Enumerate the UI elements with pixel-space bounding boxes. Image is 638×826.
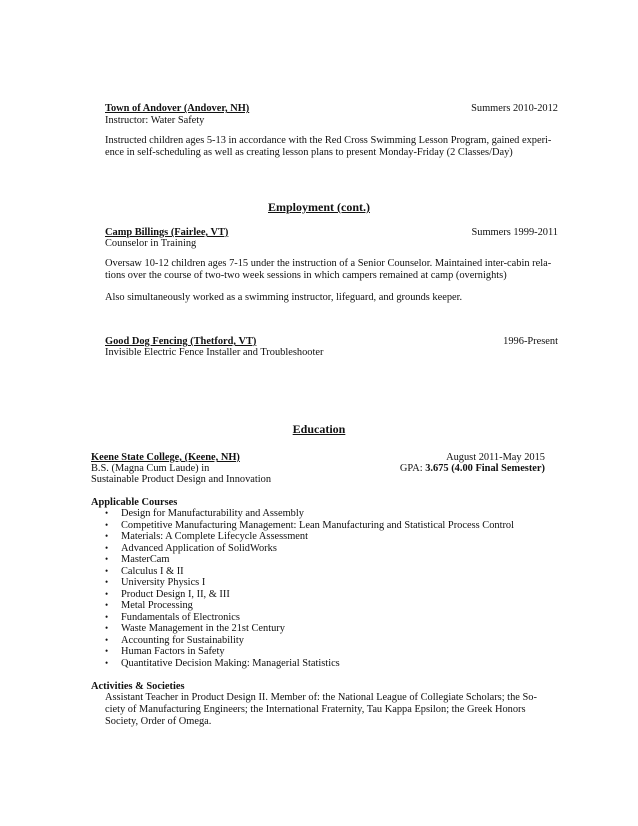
- bullet-icon: •: [105, 542, 109, 553]
- course-item: [105, 520, 514, 532]
- bullet-icon: •: [105, 565, 109, 576]
- course-item: [105, 543, 514, 555]
- activities-line1: Assistant Teacher in Product Design II. Member of: the National League of Collegiate Scholars; the So-: [105, 692, 537, 703]
- course-label: Metal Processing: [121, 600, 193, 611]
- bullet-icon: •: [105, 531, 109, 541]
- activities-description: [105, 692, 565, 729]
- course-label: Human Factors in Safety: [121, 646, 225, 657]
- bullet-icon: •: [105, 634, 109, 645]
- course-item: [105, 600, 514, 612]
- activities-line3: Society, Order of Omega.: [105, 716, 212, 728]
- school-name: Keene State College, (Keene, NH): [91, 452, 240, 463]
- course-item: [105, 508, 514, 520]
- course-label: MasterCam: [121, 554, 170, 565]
- course-item: [105, 612, 514, 624]
- activities-heading: Activities & Societies: [91, 681, 185, 692]
- job3-role: Invisible Electric Fence Installer and Troubleshooter: [105, 347, 324, 358]
- course-label: Waste Management in the 21st Century: [121, 623, 285, 634]
- bullet-icon: •: [105, 508, 109, 518]
- course-item: [105, 646, 514, 658]
- employment-heading: Employment (cont.): [268, 200, 370, 214]
- course-label: University Physics I: [121, 577, 206, 588]
- bullet-icon: •: [105, 611, 109, 622]
- degree-line1: B.S. (Magna Cum Laude) in: [91, 463, 210, 474]
- activities-line2: ciety of Manufacturing Engineers; the International Fraternity, Tau Kappa Epsilon; the Greek Honors: [105, 704, 526, 716]
- course-label: Design for Manufacturability and Assembly: [121, 508, 304, 519]
- education-heading: Education: [292, 422, 346, 436]
- job1-role: Instructor: Water Safety: [105, 115, 205, 126]
- course-label: Quantitative Decision Making: Managerial Statistics: [121, 657, 340, 669]
- job2-description-extra: Also simultaneously worked as a swimming instructor, lifeguard, and grounds keeper.: [105, 292, 463, 303]
- course-item: [105, 635, 514, 647]
- job3-organization: Good Dog Fencing (Thetford, VT): [105, 336, 257, 347]
- bullet-icon: •: [105, 577, 109, 587]
- education-dates: August 2011-May 2015: [446, 452, 545, 463]
- course-label: Product Design I, II, & III: [121, 588, 230, 600]
- bullet-icon: •: [105, 519, 109, 530]
- course-label: Materials: A Complete Lifecycle Assessment: [121, 531, 308, 542]
- courses-heading: Applicable Courses: [91, 497, 178, 508]
- job2-description-line1: Oversaw 10-12 children ages 7-15 under the instruction of a Senior Counselor. Maintained inter-cabin rela-: [105, 258, 552, 269]
- course-item: [105, 566, 514, 578]
- bullet-icon: •: [105, 600, 109, 610]
- job1-description-line1: Instructed children ages 5-13 in accordance with the Red Cross Swimming Lesson Program, gained experi-: [105, 135, 552, 146]
- job2-description-line2: tions over the course of two-two week sessions in which campers remained at camp (overnights): [105, 270, 507, 282]
- course-item: [105, 658, 514, 670]
- job2-description: [105, 258, 565, 282]
- bullet-icon: •: [105, 554, 109, 564]
- gpa-value: 3.675 (4.00 Final Semester): [425, 463, 545, 474]
- bullet-icon: •: [105, 588, 109, 599]
- job3-dates: 1996-Present: [503, 336, 558, 347]
- gpa: [400, 463, 545, 475]
- courses-list: [105, 508, 514, 669]
- job2-role: Counselor in Training: [105, 238, 197, 249]
- course-label: Advanced Application of SolidWorks: [121, 542, 277, 554]
- bullet-icon: •: [105, 623, 109, 633]
- course-item: [105, 531, 514, 543]
- course-label: Fundamentals of Electronics: [121, 611, 240, 623]
- course-label: Competitive Manufacturing Management: Lean Manufacturing and Statistical Process Control: [121, 519, 515, 531]
- course-item: [105, 623, 514, 635]
- course-label: Calculus I & II: [121, 565, 184, 577]
- job1-description: [105, 135, 565, 159]
- course-item: [105, 589, 514, 601]
- job1-description-line2: ence in self-scheduling as well as creating lesson plans to present Monday-Friday (2 Classes/Day): [105, 147, 513, 159]
- bullet-icon: •: [105, 646, 109, 656]
- job1-dates: Summers 2010-2012: [471, 103, 558, 114]
- course-item: [105, 554, 514, 566]
- job1-organization: Town of Andover (Andover, NH): [105, 103, 250, 114]
- bullet-icon: •: [105, 657, 109, 668]
- course-label: Accounting for Sustainability: [121, 634, 244, 646]
- course-item: [105, 577, 514, 589]
- job2-dates: Summers 1999-2011: [471, 227, 558, 238]
- degree-line2: Sustainable Product Design and Innovation: [91, 474, 272, 485]
- gpa-label: GPA:: [399, 463, 426, 474]
- job2-organization: Camp Billings (Fairlee, VT): [105, 227, 229, 238]
